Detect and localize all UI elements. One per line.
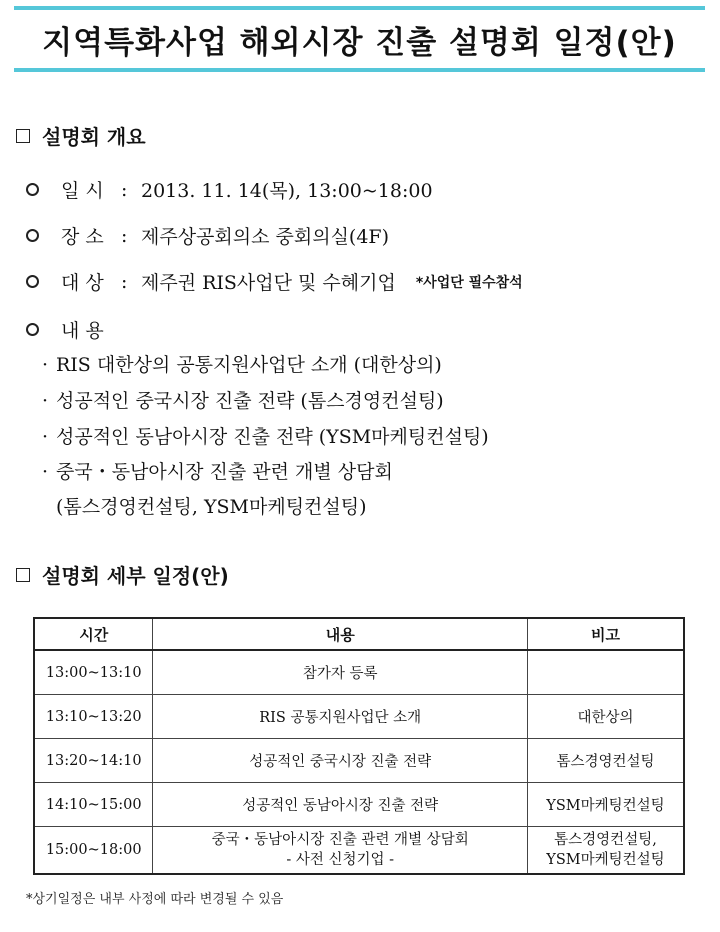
detail-heading (16, 560, 229, 589)
item-value: 제주상공회의소 중회의실(4F) (141, 226, 390, 248)
note-cell (527, 650, 684, 695)
overview-item-place: 장 소 : 제주상공회의소 중회의실(4F) (26, 222, 389, 249)
column-header-content: 내용 (153, 618, 528, 650)
content-bullet-continuation: (톰스경영컨설팅, YSM마케팅컨설팅) (56, 496, 367, 518)
table-row (34, 695, 684, 739)
content-bullet-text: 중국・동남아시장 진출 관련 개별 상담회 (56, 461, 393, 483)
time-cell: 13:00~13:10 (34, 650, 153, 695)
content-bullet: · RIS 대한상의 공통지원사업단 소개 (대한상의) (42, 354, 442, 376)
overview-heading-text: 설명회 개요 (42, 125, 146, 149)
schedule-table (33, 617, 685, 875)
circle-bullet-icon (26, 229, 39, 242)
content-bullet-text: 성공적인 동남아시장 진출 전략 (YSM마케팅컨설팅) (56, 426, 489, 448)
circle-bullet-icon (26, 275, 39, 288)
detail-heading-text: 설명회 세부 일정(안) (42, 564, 229, 588)
content-cell: 참가자 등록 (153, 650, 528, 695)
item-label: 내 용 (61, 320, 104, 342)
content-cell: 성공적인 동남아시장 진출 전략 (153, 783, 528, 827)
content-cell (153, 827, 528, 875)
table-row (34, 739, 684, 783)
table-row (34, 783, 684, 827)
column-header-note: 비고 (527, 618, 684, 650)
note-line: YSM마케팅컨설팅 (546, 852, 665, 868)
content-cell: 성공적인 중국시장 진출 전략 (153, 739, 528, 783)
item-value: 2013. 11. 14(목), 13:00~18:00 (141, 180, 433, 202)
target-note: *사업단 필수참석 (415, 274, 523, 291)
content-cell: RIS 공통지원사업단 소개 (153, 695, 528, 739)
note-cell: 대한상의 (527, 695, 684, 739)
overview-item-content (26, 316, 121, 343)
content-bullet: · 중국・동남아시장 진출 관련 개별 상담회 (42, 461, 393, 483)
item-value: 제주권 RIS사업단 및 수혜기업 (141, 272, 396, 294)
overview-heading (16, 121, 146, 150)
time-cell: 14:10~15:00 (34, 783, 153, 827)
checkbox-square-icon (16, 129, 30, 143)
note-line: 톰스경영컨설팅, (554, 832, 657, 848)
note-cell: YSM마케팅컨설팅 (527, 783, 684, 827)
content-bullet: · 성공적인 중국시장 진출 전략 (톰스경영컨설팅) (42, 390, 444, 412)
column-header-time: 시간 (34, 618, 153, 650)
table-row (34, 827, 684, 875)
circle-bullet-icon (26, 183, 39, 196)
table-row (34, 650, 684, 695)
time-cell: 13:20~14:10 (34, 739, 153, 783)
content-line: - 사전 신청기업 - (286, 852, 395, 868)
item-label: 일 시 (61, 180, 104, 202)
content-bullet-text: RIS 대한상의 공통지원사업단 소개 (대한상의) (56, 354, 442, 376)
document-title: 지역특화사업 해외시장 진출 설명회 일정(안) (42, 24, 677, 61)
time-cell: 15:00~18:00 (34, 827, 153, 875)
content-bullet-text: 성공적인 중국시장 진출 전략 (톰스경영컨설팅) (56, 390, 444, 412)
item-label: 장 소 (61, 226, 104, 248)
item-label: 대 상 (61, 272, 104, 294)
note-cell (527, 827, 684, 875)
time-cell: 13:10~13:20 (34, 695, 153, 739)
checkbox-square-icon (16, 568, 30, 582)
overview-item-date: 일 시 : 2013. 11. 14(목), 13:00~18:00 (26, 176, 433, 203)
overview-item-target: 대 상 : 제주권 RIS사업단 및 수혜기업 *사업단 필수참석 (26, 268, 523, 295)
note-cell: 톰스경영컨설팅 (527, 739, 684, 783)
circle-bullet-icon (26, 323, 39, 336)
title-bar (14, 6, 705, 72)
content-bullet: · 성공적인 동남아시장 진출 전략 (YSM마케팅컨설팅) (42, 426, 489, 448)
content-line: 중국・동남아시장 진출 관련 개별 상담회 (211, 832, 469, 848)
footnote: *상기일정은 내부 사정에 따라 변경될 수 있음 (26, 892, 284, 907)
table-header-row (34, 618, 684, 650)
